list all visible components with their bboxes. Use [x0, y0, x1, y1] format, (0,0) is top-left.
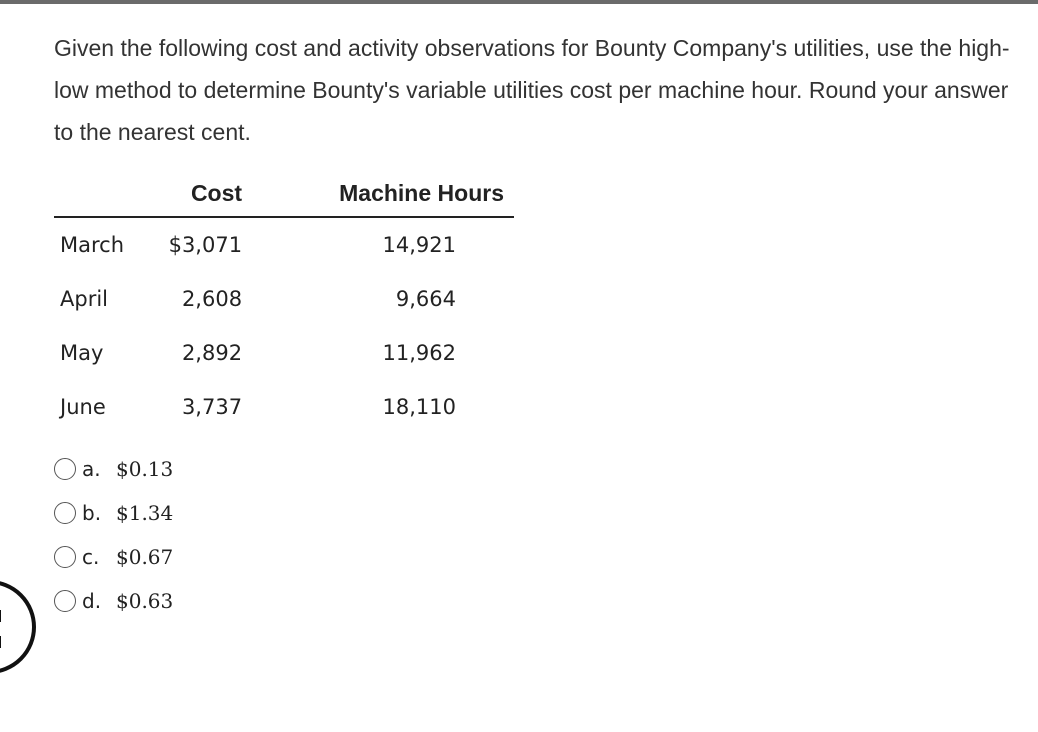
- row-cost: 3,737: [181, 395, 243, 419]
- option-value: $1.34: [116, 501, 174, 525]
- side-widget-dot-icon: [0, 610, 1, 622]
- radio-button-d[interactable]: [54, 590, 76, 612]
- cost-data-table: [54, 170, 514, 434]
- row-hours: 11,962: [382, 341, 456, 365]
- option-b[interactable]: [54, 491, 173, 535]
- row-hours: 18,110: [382, 395, 456, 419]
- row-month: June: [60, 395, 106, 419]
- option-value: $0.67: [116, 545, 174, 569]
- option-value: $0.63: [116, 589, 174, 613]
- header-cost: Cost: [155, 170, 242, 217]
- row-cost: 2,608: [181, 287, 243, 311]
- header-machine-hours: Machine Hours: [242, 170, 514, 217]
- table-header-row: [54, 170, 514, 217]
- row-month: March: [60, 233, 125, 257]
- option-a[interactable]: [54, 447, 173, 491]
- question-text: Given the following cost and activity observations for Bounty Company's utilities, use the high-low method to determine Bounty's variable utilities cost per machine hour. Round your answer to the nearest cent.: [54, 35, 1010, 145]
- row-cost: $3,071: [168, 233, 243, 257]
- row-month: May: [60, 341, 104, 365]
- option-value: $0.13: [116, 457, 174, 481]
- option-letter: a.: [82, 457, 101, 481]
- row-cost: 2,892: [181, 341, 243, 365]
- option-d[interactable]: [54, 579, 173, 623]
- row-month: April: [60, 287, 108, 311]
- header-month: [54, 170, 155, 217]
- radio-button-a[interactable]: [54, 458, 76, 480]
- side-widget-circle-icon[interactable]: [0, 580, 36, 674]
- option-letter: c.: [82, 545, 100, 569]
- radio-button-c[interactable]: [54, 546, 76, 568]
- answer-options: [54, 447, 173, 623]
- option-c[interactable]: [54, 535, 173, 579]
- top-rule: [0, 0, 1038, 4]
- row-hours: 14,921: [382, 233, 456, 257]
- table-row: [54, 326, 514, 380]
- table-row: [54, 380, 514, 434]
- side-widget-dot-icon: [0, 636, 1, 648]
- option-letter: b.: [82, 501, 102, 525]
- table-row: [54, 217, 514, 272]
- row-hours: 9,664: [395, 287, 456, 311]
- table-row: [54, 272, 514, 326]
- radio-button-b[interactable]: [54, 502, 76, 524]
- option-letter: d.: [82, 589, 102, 613]
